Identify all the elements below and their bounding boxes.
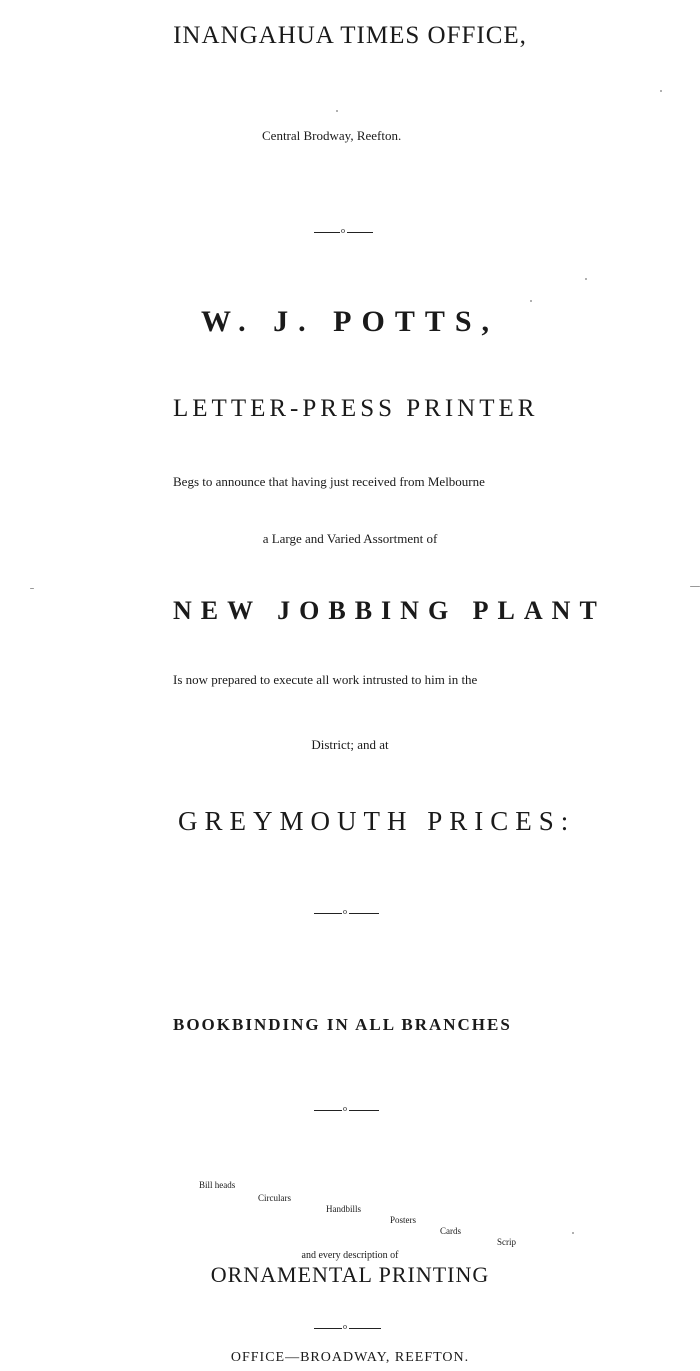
ornament-mark: o [341, 226, 345, 235]
execution-line-1: Is now prepared to execute all work intrusted to him in the [173, 672, 478, 687]
office-title: INANGAHUA TIMES OFFICE, [173, 22, 527, 49]
scan-speck [336, 110, 338, 112]
product-item: Cards [440, 1226, 461, 1236]
plant-heading: NEW JOBBING PLANT [173, 596, 606, 625]
ornamental-rule-left [314, 232, 340, 233]
ornamental-rule-left [314, 1328, 342, 1329]
description-line: and every description of [301, 1250, 399, 1261]
ornament-mark: o [343, 1104, 347, 1113]
ornament-mark: o [343, 907, 347, 916]
product-item: Bill heads [199, 1180, 236, 1190]
ornament-mark: o [343, 1322, 347, 1331]
bookbinding-heading: BOOKBINDING IN ALL BRANCHES [173, 1015, 512, 1034]
product-item: Handbills [326, 1204, 361, 1214]
product-item: Posters [390, 1215, 417, 1225]
scan-speck [530, 300, 532, 302]
scan-speck [30, 588, 34, 589]
ornamental-rule-left [314, 913, 342, 914]
ornamental-heading: ORNAMENTAL PRINTING [210, 1262, 490, 1287]
announcement-line-2: a Large and Varied Assortment of [262, 531, 438, 546]
product-item: Circulars [258, 1193, 291, 1203]
scan-speck [585, 278, 587, 280]
scan-speck [690, 586, 700, 587]
scan-speck [572, 1232, 574, 1234]
footer-address: OFFICE—BROADWAY, REEFTON. [230, 1350, 470, 1365]
ornamental-rule-right [349, 1110, 379, 1111]
ornamental-rule-right [347, 232, 373, 233]
product-item: Scrip [497, 1237, 516, 1247]
ornamental-rule-right [349, 913, 379, 914]
execution-line-2: District; and at [311, 737, 389, 752]
scan-speck [660, 90, 662, 92]
office-address: Central Brodway, Reefton. [262, 128, 402, 143]
printer-name: W. J. POTTS, [200, 305, 500, 338]
announcement-line-1: Begs to announce that having just received from Melbourne [173, 474, 485, 489]
prices-heading: GREYMOUTH PRICES: [178, 806, 576, 836]
ornamental-rule-left [314, 1110, 342, 1111]
printer-trade: LETTER-PRESS PRINTER [173, 395, 539, 422]
ornamental-rule-right [349, 1328, 381, 1329]
